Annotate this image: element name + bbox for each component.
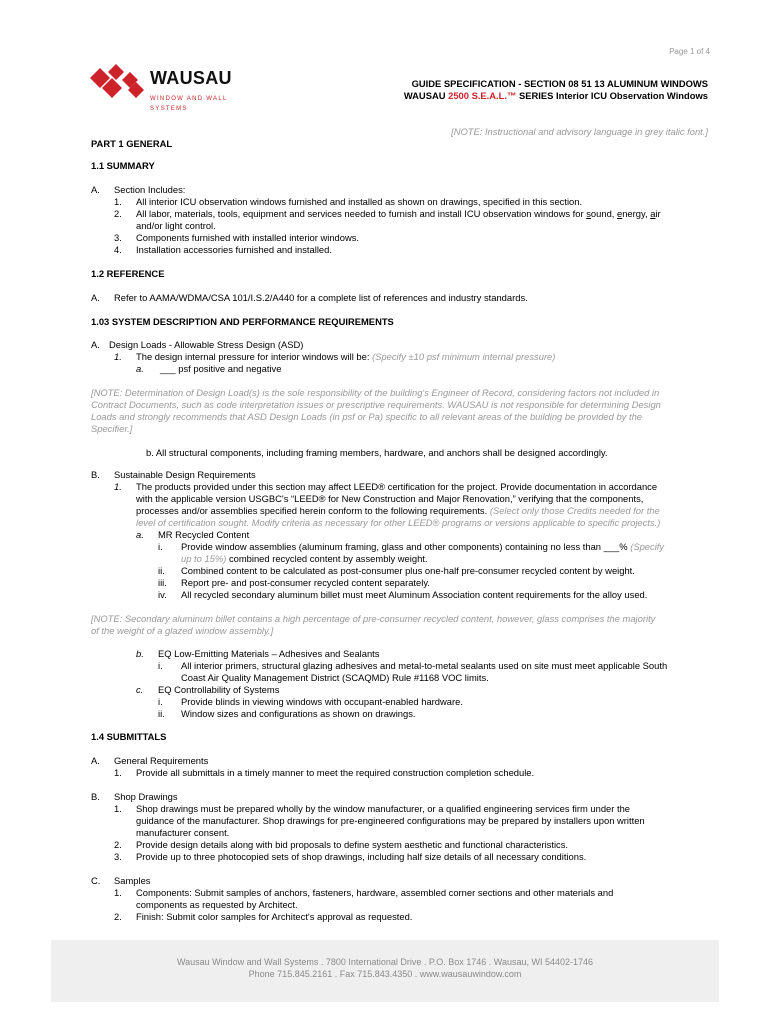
item-text: Provide blinds in viewing windows with occupant-enabled hardware. xyxy=(181,696,463,707)
item-text: up to 15%) combined recycled content by assembly weight. xyxy=(181,553,428,564)
item-number: 3. xyxy=(114,851,122,862)
item-roman: i. xyxy=(158,660,163,671)
item-text: manufacturer consent. xyxy=(136,827,230,838)
instruction-note: [NOTE: Instructional and advisory language in grey italic font.] xyxy=(451,126,708,137)
item-label: B. xyxy=(91,469,100,480)
item-text: ___ psf positive and negative xyxy=(160,363,282,374)
item-text: Components furnished with installed interior windows. xyxy=(136,232,360,243)
item-text: Finish: Submit color samples for Architect's approval as requested. xyxy=(136,911,413,922)
item-roman: iii. xyxy=(158,577,167,588)
item-text: Design Loads - Allowable Stress Design (ASD) xyxy=(109,339,304,350)
item-label: A. xyxy=(91,184,100,195)
item-number: 2. xyxy=(114,839,122,850)
item-text: EQ Controllability of Systems xyxy=(158,684,280,695)
item-label: A. xyxy=(91,292,100,303)
item-text: Refer to AAMA/WDMA/CSA 101/I.S.2/A440 for a complete list of references and industry standards. xyxy=(114,292,528,303)
item-text: All labor, materials, tools, equipment and services needed to furnish and install ICU observation windows for sound, energy, air xyxy=(136,208,661,219)
footer-address: Wausau Window and Wall Systems . 7800 International Drive . P.O. Box 1746 . Wausau, WI 54402-1746 xyxy=(176,957,594,967)
item-number: 3. xyxy=(114,232,122,243)
item-text: The design internal pressure for interior windows will be: (Specify ±10 psf minimum internal pressure) xyxy=(136,351,556,362)
item-number: 4. xyxy=(114,244,122,255)
logo-subtitle: WINDOW AND WALL SYSTEMS xyxy=(150,96,228,112)
section-heading-1-2: 1.2 REFERENCE xyxy=(91,268,165,279)
item-text: Provide window assemblies (aluminum framing, glass and other components) containing no less than ___% (Specify xyxy=(181,541,665,552)
section-heading-1-03: 1.03 SYSTEM DESCRIPTION AND PERFORMANCE REQUIREMENTS xyxy=(91,316,394,327)
item-roman: iv. xyxy=(158,589,167,600)
section-heading-1-1: 1.1 SUMMARY xyxy=(91,160,155,171)
wausau-logo-icon xyxy=(88,64,146,104)
advisory-note: level of certification sought. Modify criteria as necessary for other LEED® programs or versions applicable to specific projects.) xyxy=(136,517,661,528)
item-letter: c. xyxy=(136,684,144,695)
item-text: Samples xyxy=(114,875,151,886)
item-text: with the applicable version USGBC's “LEED® for New Construction and Major Renovation,” verifying that the components, xyxy=(136,493,644,504)
page-number: Page 1 of 4 xyxy=(669,47,710,56)
item-text: Components: Submit samples of anchors, fasteners, hardware, assembled corner sections and other materials and xyxy=(136,887,614,898)
item-number: 2. xyxy=(114,208,122,219)
logo-wordmark: WAUSAU xyxy=(150,68,232,88)
item-text: EQ Low-Emitting Materials – Adhesives and Sealants xyxy=(158,648,380,659)
item-text: Combined content to be calculated as post-consumer plus one-half pre-consumer recycled content by weight. xyxy=(181,565,635,576)
part-heading: PART 1 GENERAL xyxy=(91,138,173,149)
advisory-note: [NOTE: Secondary aluminum billet contains a high percentage of pre-consumer recycled content, however, glass comprises the majority xyxy=(91,613,656,624)
item-number: 1. xyxy=(114,351,122,362)
advisory-note: Specifier.] xyxy=(91,423,133,434)
doc-title-line1: GUIDE SPECIFICATION - SECTION 08 51 13 ALUMINUM WINDOWS xyxy=(411,78,708,89)
item-roman: i. xyxy=(158,696,163,707)
advisory-note: Contract Documents, such as code interpretation issues or prescriptive requirements. WAUSAU is not responsible for determining Design xyxy=(91,399,661,410)
item-text: b. All structural components, including framing members, hardware, and anchors shall be designed accordingly. xyxy=(146,447,608,458)
item-roman: ii. xyxy=(158,565,165,576)
item-text: Shop drawings must be prepared wholly by the window manufacturer, or a qualified engineering services firm under the xyxy=(136,803,631,814)
advisory-note: of the weight of a glazed window assembly.] xyxy=(91,625,274,636)
item-number: 1. xyxy=(114,196,122,207)
section-heading-1-4: 1.4 SUBMITTALS xyxy=(91,731,167,742)
item-text: Provide design details along with bid proposals to define system aesthetic and functional characteristics. xyxy=(136,839,569,850)
item-text: Provide up to three photocopied sets of shop drawings, including half size details of all necessary conditions. xyxy=(136,851,587,862)
item-text: Section Includes: xyxy=(114,184,186,195)
item-text: guidance of the manufacturer. Shop drawings for pre-engineered configurations may be prepared by installers upon written xyxy=(136,815,645,826)
item-text: Report pre- and post-consumer recycled content separately. xyxy=(181,577,430,588)
item-text: and/or light control. xyxy=(136,220,216,231)
item-number: 1. xyxy=(114,803,122,814)
item-text: MR Recycled Content xyxy=(158,529,250,540)
item-text: processes and/or assemblies specified herein conform to the following requirements. (Select only those Credits needed for the xyxy=(136,505,660,516)
item-text: Installation accessories furnished and installed. xyxy=(136,244,332,255)
item-roman: ii. xyxy=(158,708,165,719)
item-text: The products provided under this section may affect LEED® certification for the project. Provide documentation in accordance xyxy=(136,481,658,492)
item-text: Shop Drawings xyxy=(114,791,178,802)
advisory-note: [NOTE: Determination of Design Load(s) is the sole responsibility of the building's Engineer of Record, considering factors not included in xyxy=(91,387,660,398)
item-text: Sustainable Design Requirements xyxy=(114,469,256,480)
item-number: 1. xyxy=(114,767,122,778)
advisory-note: Loads and strongly recommends that ASD Design Loads (in psf or Pa) specific to all relevant areas of the building be provided by the xyxy=(91,411,643,422)
item-number: 2. xyxy=(114,911,122,922)
item-label: C. xyxy=(91,875,101,886)
item-text: Coast Air Quality Management District (SCAQMD) Rule #1168 VOC limits. xyxy=(181,672,489,683)
item-roman: i. xyxy=(158,541,163,552)
item-label: A. xyxy=(91,339,100,350)
item-text: All interior ICU observation windows furnished and installed as shown on drawings, specified in this section. xyxy=(136,196,583,207)
item-text: Provide all submittals in a timely manner to meet the required construction completion schedule. xyxy=(136,767,535,778)
footer-contact: Phone 715.845.2161 . Fax 715.843.4350 . www.wausauwindow.com xyxy=(248,969,522,979)
item-letter: a. xyxy=(136,363,144,374)
item-text: All recycled secondary aluminum billet must meet Aluminum Association content requirements for the alloy used. xyxy=(181,589,648,600)
item-label: B. xyxy=(91,791,100,802)
page-footer xyxy=(51,956,719,980)
item-text: Window sizes and configurations as shown on drawings. xyxy=(181,708,416,719)
item-letter: a. xyxy=(136,529,144,540)
item-text: All interior primers, structural glazing adhesives and metal-to-metal sealants used on site must meet applicable South xyxy=(181,660,668,671)
item-number: 1. xyxy=(114,887,122,898)
item-number: 1. xyxy=(114,481,122,492)
doc-title-line2: WAUSAU 2500 S.E.A.L.™ SERIES Interior ICU Observation Windows xyxy=(403,90,708,101)
item-label: A. xyxy=(91,755,100,766)
item-text: General Requirements xyxy=(114,755,209,766)
item-letter: b. xyxy=(136,648,144,659)
item-text: components as requested by Architect. xyxy=(136,899,298,910)
